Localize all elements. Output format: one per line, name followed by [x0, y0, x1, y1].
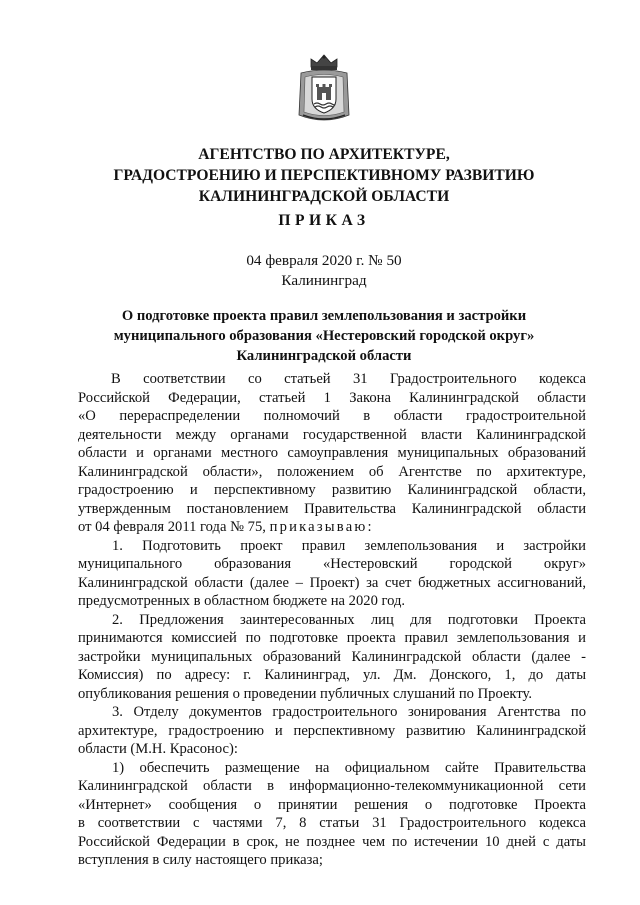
text-line: 2. Предложения заинтересованных лиц для подготовки Проекта [112, 611, 586, 628]
text-line: муниципального образования «Нестеровский городской округ» [78, 556, 586, 572]
text-line: 1) обеспечить размещение на официальном сайте Правительства [112, 759, 586, 776]
text-line: 1. Подготовить проект правил землепользования и застройки [112, 537, 586, 554]
text-line [78, 518, 586, 537]
document-type: ПРИКАЗ [278, 212, 370, 229]
text-line: предусмотренных в областном бюджете на 2020 год. [78, 593, 406, 609]
text-line: Калининградской области в информационно-телекоммуникационной сети [78, 778, 586, 794]
text-line: Российской Федерации, статьей 1 Закона Калининградской области [78, 389, 586, 406]
text-line: принимаются комиссией по подготовке проекта правил землепользования и [78, 630, 586, 646]
intro-last-prefix: от 04 февраля 2011 года № 75, [78, 519, 270, 535]
text-line: «Интернет» сообщения о принятии решения о подготовке Проекта [78, 796, 586, 813]
agency-name-line-3: КАЛИНИНГРАДСКОЙ ОБЛАСТИ [198, 188, 450, 205]
text-line: деятельности между органами государственной власти Калининградской [78, 426, 586, 443]
text-line: застройки муниципальных образований Калининградской области (далее - [78, 648, 586, 665]
text-line: Калининградской области (далее – Проект) за счет бюджетных ассигнований, [78, 574, 586, 591]
city-name: Калининград [281, 272, 367, 289]
text-line: вступления в силу настоящего приказа; [78, 852, 323, 868]
item-1-paragraph [78, 537, 586, 611]
item-2-paragraph [78, 611, 586, 704]
text-line: Калининградской области», положением об Агентстве по архитектуре, [78, 463, 586, 480]
text-line: утвержденным постановлением Правительства Калининградской области [78, 500, 586, 517]
item-3-1-paragraph [78, 759, 586, 870]
item-3-paragraph [78, 703, 586, 759]
text-line: Российской Федерации в срок, не позднее чем по истечении 10 дней с даты [78, 833, 586, 850]
coat-of-arms-emblem [297, 53, 351, 125]
order-word: приказываю: [269, 519, 374, 535]
text-line: «О перераспределении полномочий в области градостроительной [78, 408, 586, 424]
intro-paragraph [78, 370, 586, 537]
title-line-3: Калининградской области [236, 348, 412, 364]
document-meta [60, 251, 588, 291]
text-line: области и органами местного самоуправления муниципальных образований [78, 445, 586, 461]
title-line-1: О подготовке проекта правил землепользования и застройки [121, 308, 527, 324]
agency-header [60, 144, 588, 207]
document-body [78, 370, 586, 870]
agency-name-line-1: АГЕНТСТВО ПО АРХИТЕКТУРЕ, [198, 146, 450, 163]
text-line: В соответствии со статьей 31 Градостроительного кодекса [111, 371, 586, 387]
document-title [60, 306, 588, 366]
date-and-number: 04 февраля 2020 г. № 50 [246, 252, 402, 269]
agency-name-line-2: ГРАДОСТРОЕНИЮ И ПЕРСПЕКТИВНОМУ РАЗВИТИЮ [113, 167, 535, 184]
text-line: градостроению и перспективному развитию Калининградской области, [78, 482, 586, 498]
text-line: в соответствии с частями 7, 8 статьи 31 Градостроительного кодекса [78, 815, 586, 831]
text-line: Комиссия) по адресу: г. Калининград, ул. Дм. Донского, 1, до даты [78, 667, 586, 683]
title-line-2: муниципального образования «Нестеровский городской округ» [113, 328, 535, 344]
text-line: архитектуре, градостроению и перспективному развитию Калининградской [78, 722, 586, 739]
text-line: опубликования решения о проведении публичных слушаний по Проекту. [78, 685, 532, 702]
text-line: 3. Отделу документов градостроительного зонирования Агентства по [112, 704, 586, 720]
text-line: области (М.Н. Красонос): [78, 741, 238, 757]
